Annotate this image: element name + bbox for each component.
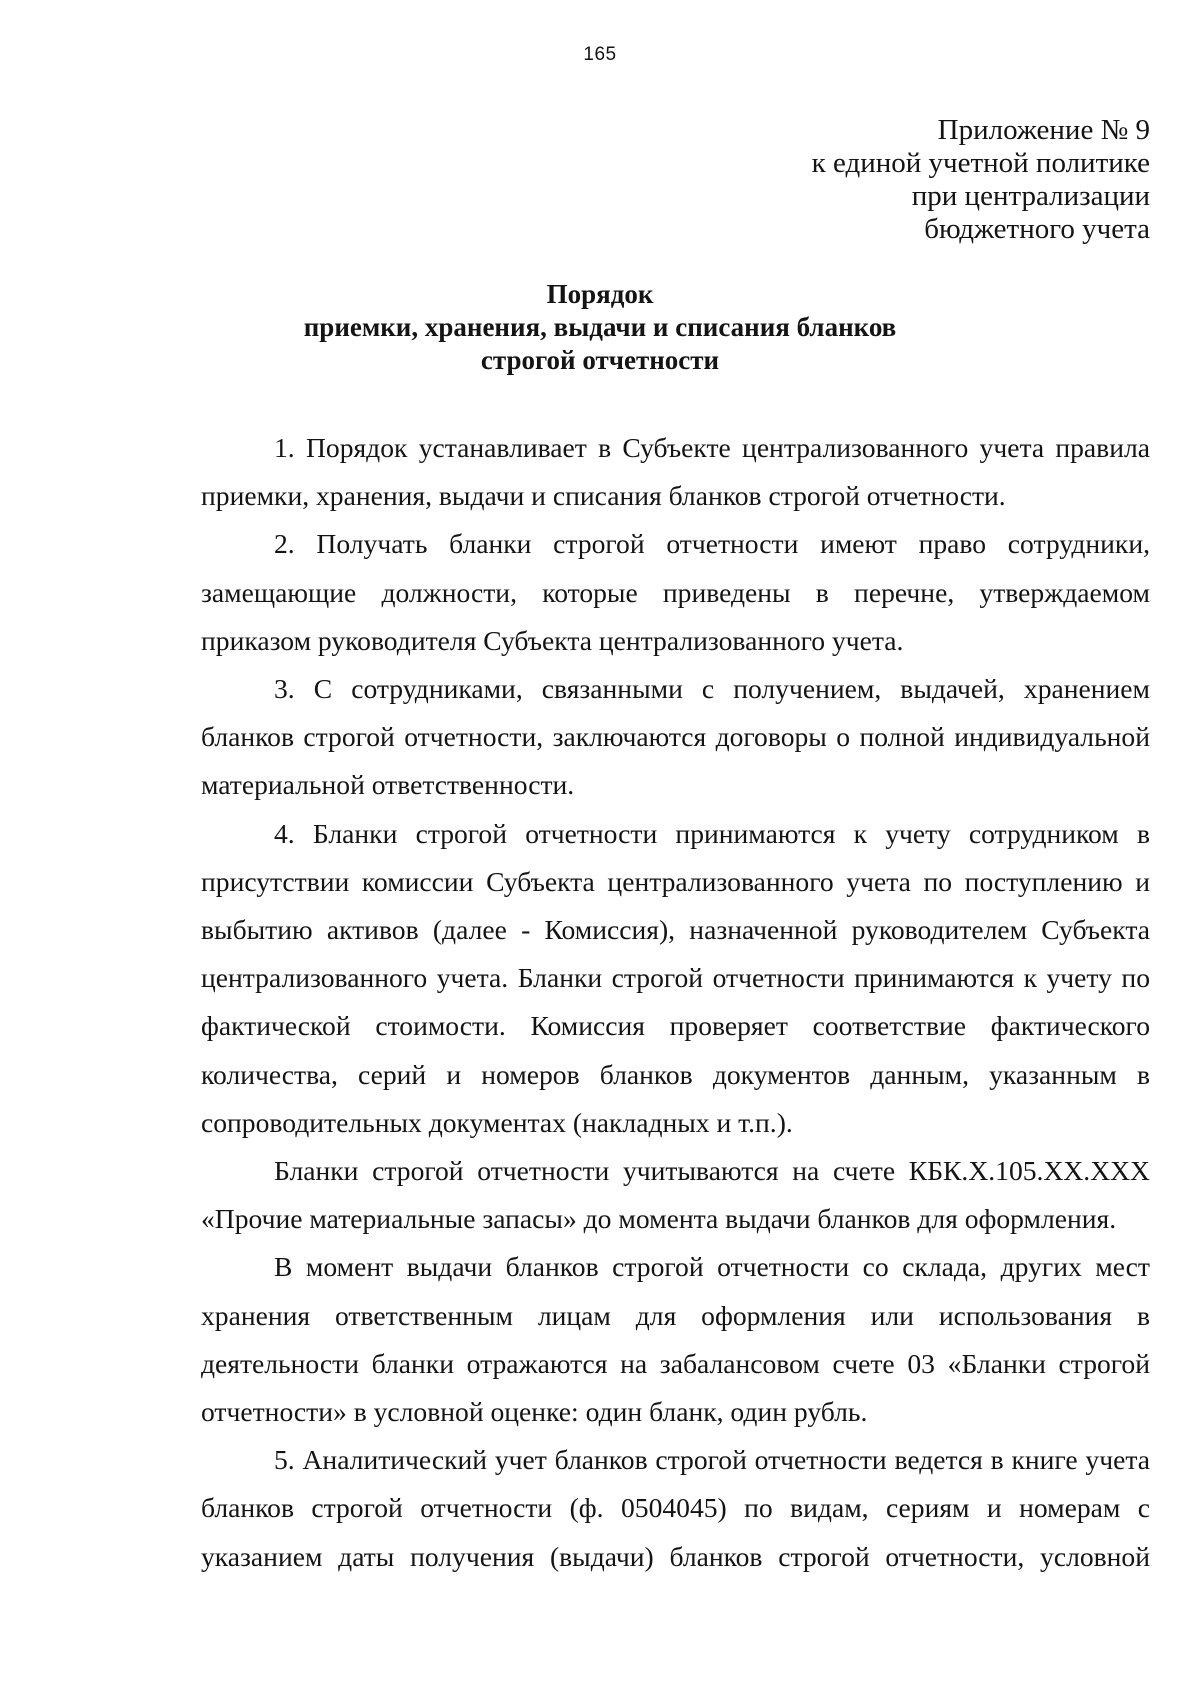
page-number: 165 [583,44,617,65]
title-line: Порядок [546,279,654,309]
paragraph-4: 4. Бланки строгой отчетности принимаются к учету сотрудником в присутствии комиссии Субъекта централизованного учета по поступлению и выбытию активов (далее - Комиссия), назначенной руководителем Субъекта централизованного учета. Бланки строгой отчетности принимаются к учету по фактической стоимости. Комиссия проверяет соответствие фактического количества, серий и номеров бланков документов данным, указанным в сопроводительных документах (накладных и т.п.). [201,817,1150,1138]
title-line: строгой отчетности [480,345,720,375]
appendix-line: при централизации [911,180,1150,212]
paragraph-5: 5. Аналитический учет бланков строгой отчетности ведется в книге учета бланков строгой отчетности (ф. 0504045) по видам, сериям и номерам с указанием даты получения (выдачи) бланков строгой отчетности, условной [201,1444,1150,1572]
paragraph-3: 3. С сотрудниками, связанными с получением, выдачей, хранением бланков строгой отчетности, заключаются договоры о полной индивидуальной материальной ответственности. [201,673,1150,801]
appendix-line: Приложение № 9 [937,114,1150,146]
title-line: приемки, хранения, выдачи и списания бланков [303,312,897,342]
document-title [0,278,1200,377]
appendix-header [812,114,1150,246]
document-body [201,424,1150,1581]
paragraph-2: 2. Получать бланки строгой отчетности имеют право сотрудники, замещающие должности, которые приведены в перечне, утверждаемом приказом руководителя Субъекта централизованного учета. [201,528,1150,656]
paragraph-4-account: Бланки строгой отчетности учитываются на счете КБК.Х.105.ХХ.ХХХ «Прочие материальные запасы» до момента выдачи бланков для оформления. [201,1155,1150,1235]
paragraph-4-issuance: В момент выдачи бланков строгой отчетности со склада, других мест хранения ответственным лицам для оформления или использования в деятельности бланки отражаются на забалансовом счете 03 «Бланки строгой отчетности» в условной оценке: один бланк, один рубль. [201,1251,1150,1428]
appendix-line: к единой учетной политике [811,147,1150,179]
paragraph-1: 1. Порядок устанавливает в Субъекте централизованного учета правила приемки, хранения, выдачи и списания бланков строгой отчетности. [201,432,1150,512]
appendix-line: бюджетного учета [924,213,1150,245]
